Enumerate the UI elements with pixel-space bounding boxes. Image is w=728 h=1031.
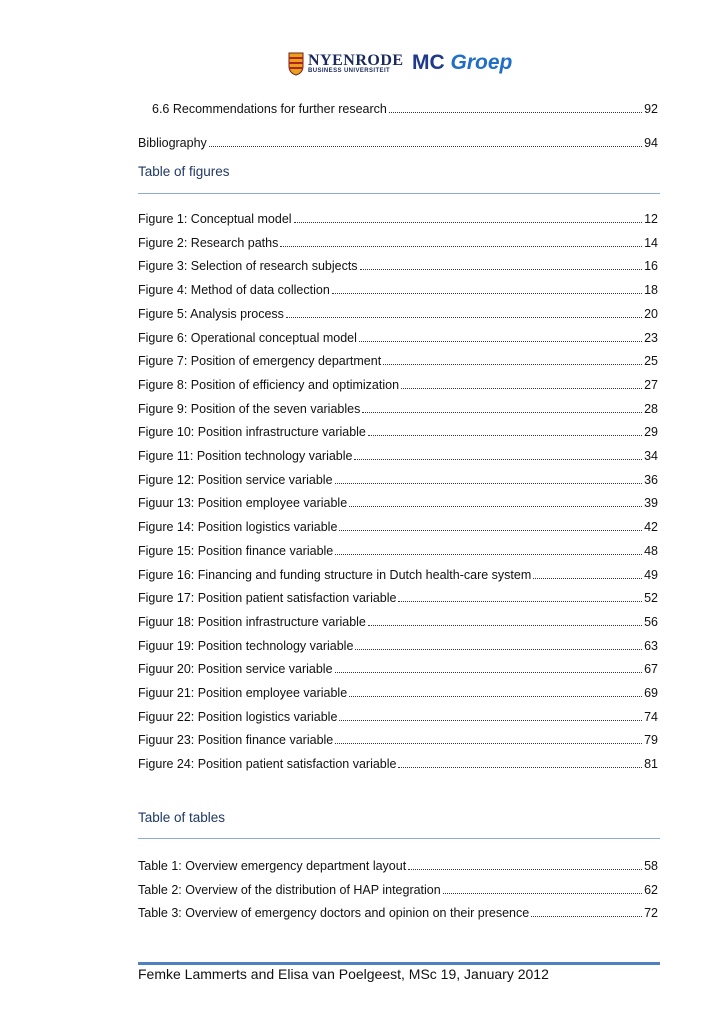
toc-entry-label: Bibliography xyxy=(138,136,207,150)
toc-entry-label: Figure 11: Position technology variable xyxy=(138,449,353,463)
toc-entry-label: Table 3: Overview of emergency doctors and opinion on their presence xyxy=(138,906,530,920)
nyenrode-logo-subtitle: BUSINESS UNIVERSITEIT xyxy=(308,68,391,74)
mc-logo-part1: MC xyxy=(412,51,445,74)
toc-entry-label: Table 2: Overview of the distribution of HAP integration xyxy=(138,882,441,897)
heading-rule xyxy=(138,193,660,194)
nyenrode-logo xyxy=(288,52,408,78)
dot-leader xyxy=(362,412,642,413)
dot-leader xyxy=(349,506,642,507)
dot-leader xyxy=(332,293,642,294)
toc-entry-page: 14 xyxy=(644,235,658,250)
toc-entry-label: Figure 15: Position finance variable xyxy=(138,543,334,558)
nyenrode-shield-icon xyxy=(288,52,304,76)
toc-entry-page: 49 xyxy=(644,567,658,582)
toc-entry[interactable] xyxy=(138,709,658,725)
toc-entry[interactable] xyxy=(138,353,658,369)
toc-entry-page: 34 xyxy=(644,449,658,463)
dot-leader xyxy=(398,601,642,602)
dot-leader xyxy=(209,146,642,147)
toc-entry-page: 20 xyxy=(644,306,658,321)
toc-entry-page: 29 xyxy=(644,425,658,440)
toc-entry[interactable] xyxy=(138,882,658,898)
dot-leader xyxy=(408,869,642,870)
toc-entry[interactable] xyxy=(138,258,658,274)
dot-leader xyxy=(335,743,642,744)
toc-entry[interactable] xyxy=(138,424,658,440)
toc-entry[interactable] xyxy=(138,330,658,346)
toc-entry-page: 67 xyxy=(644,662,658,677)
toc-entry[interactable] xyxy=(138,756,658,772)
toc-entry-label: 6.6 Recommendations for further research xyxy=(152,102,387,116)
toc-entry-page: 28 xyxy=(644,401,658,416)
toc-entry-page: 94 xyxy=(644,136,658,150)
dot-leader xyxy=(531,916,642,917)
dot-leader xyxy=(294,222,643,223)
toc-entry[interactable] xyxy=(138,472,658,488)
toc-entry[interactable] xyxy=(138,235,658,251)
toc-entry-page: 16 xyxy=(644,259,658,274)
toc-entry-page: 39 xyxy=(644,496,658,511)
toc-entry-page: 81 xyxy=(644,757,658,772)
toc-entry-label: Figuur 18: Position infrastructure variable xyxy=(138,614,366,629)
toc-entry[interactable] xyxy=(138,732,658,748)
toc-entry-label: Figure 7: Position of emergency department xyxy=(138,354,382,369)
toc-entry-page: 62 xyxy=(644,882,658,897)
toc-entry-label: Figuur 19: Position technology variable xyxy=(138,638,354,653)
toc-entry[interactable] xyxy=(138,543,658,559)
mc-logo-part2: Groep xyxy=(450,51,513,74)
dot-leader xyxy=(355,649,642,650)
toc-entry-label: Figure 4: Method of data collection xyxy=(138,283,330,298)
toc-entry-page: 27 xyxy=(644,377,658,392)
tables-heading: Table of tables xyxy=(138,810,226,825)
toc-entry-page: 48 xyxy=(644,543,658,558)
toc-entry-label: Figure 5: Analysis process xyxy=(138,306,284,321)
toc-entry[interactable] xyxy=(138,282,658,298)
toc-entry[interactable] xyxy=(138,448,658,464)
toc-entry-page: 36 xyxy=(644,472,658,487)
toc-entry-label: Figuur 22: Position logistics variable xyxy=(138,709,338,724)
toc-entry-page: 25 xyxy=(644,354,658,369)
dot-leader xyxy=(360,269,643,270)
toc-entry[interactable] xyxy=(138,377,658,393)
toc-entry-label: Figure 8: Position of efficiency and optimization xyxy=(138,377,400,392)
toc-entry[interactable] xyxy=(138,685,658,701)
toc-entry-label: Figure 6: Operational conceptual model xyxy=(138,330,357,345)
toc-entry-label: Figure 17: Position patient satisfaction variable xyxy=(138,591,397,606)
heading-rule xyxy=(138,838,660,839)
toc-entry[interactable] xyxy=(152,101,658,117)
dot-leader xyxy=(349,696,642,697)
dot-leader xyxy=(533,578,642,579)
dot-leader xyxy=(368,625,642,626)
toc-entry[interactable] xyxy=(138,519,658,535)
toc-entry[interactable] xyxy=(138,590,658,606)
figures-heading: Table of figures xyxy=(138,164,230,179)
toc-entry-page: 23 xyxy=(644,330,658,345)
toc-entry-label: Figure 9: Position of the seven variables xyxy=(138,401,361,416)
toc-entry-label: Figuur 23: Position finance variable xyxy=(138,733,334,748)
toc-entry-page: 12 xyxy=(644,212,658,226)
toc-entry-page: 58 xyxy=(644,859,658,873)
page-footer: Femke Lammerts and Elisa van Poelgeest, MSc 19, January 2012 xyxy=(138,966,549,982)
toc-entry[interactable] xyxy=(138,211,658,227)
toc-entry-label: Figure 2: Research paths xyxy=(138,235,279,250)
toc-entry-label: Figure 14: Position logistics variable xyxy=(138,520,338,535)
dot-leader xyxy=(443,893,642,894)
nyenrode-logo-name: NYENRODE xyxy=(308,52,404,69)
toc-entry-label: Figure 12: Position service variable xyxy=(138,472,333,487)
dot-leader xyxy=(280,246,642,247)
dot-leader xyxy=(383,364,642,365)
toc-entry-label: Figure 16: Financing and funding structure in Dutch health-care system xyxy=(138,567,532,582)
toc-entry-label: Figuur 21: Position employee variable xyxy=(138,686,348,700)
dot-leader xyxy=(286,317,642,318)
toc-entry-page: 72 xyxy=(644,906,658,920)
dot-leader xyxy=(354,459,642,460)
dot-leader xyxy=(389,112,642,113)
toc-entry-label: Figuur 13: Position employee variable xyxy=(138,496,348,511)
toc-entry-page: 52 xyxy=(644,591,658,606)
toc-entry-page: 79 xyxy=(644,733,658,748)
toc-entry-page: 63 xyxy=(644,638,658,653)
toc-entry-page: 56 xyxy=(644,614,658,629)
mc-groep-logo xyxy=(412,51,512,75)
toc-entry-label: Figuur 20: Position service variable xyxy=(138,662,333,677)
dot-leader xyxy=(335,672,643,673)
toc-entry[interactable] xyxy=(138,614,658,630)
dot-leader xyxy=(339,530,642,531)
footer-rule xyxy=(138,962,660,965)
dot-leader xyxy=(335,554,642,555)
toc-entry-label: Figure 10: Position infrastructure variable xyxy=(138,425,366,440)
toc-entry-page: 92 xyxy=(644,102,658,116)
toc-entry-label: Figure 24: Position patient satisfaction variable xyxy=(138,757,397,772)
toc-entry[interactable] xyxy=(138,495,658,511)
toc-entry-page: 74 xyxy=(644,709,658,724)
toc-entry[interactable] xyxy=(138,306,658,322)
toc-entry[interactable] xyxy=(138,567,658,583)
dot-leader xyxy=(359,341,642,342)
toc-entry[interactable] xyxy=(138,905,658,921)
toc-entry-label: Figure 1: Conceptual model xyxy=(138,212,292,226)
toc-entry[interactable] xyxy=(138,638,658,654)
dot-leader xyxy=(368,435,642,436)
toc-entry-page: 69 xyxy=(644,686,658,700)
toc-entry-page: 18 xyxy=(644,283,658,298)
toc-entry-label: Table 1: Overview emergency department layout xyxy=(138,859,407,873)
dot-leader xyxy=(401,388,642,389)
toc-entry-page: 42 xyxy=(644,520,658,535)
toc-entry[interactable] xyxy=(138,401,658,417)
toc-entry[interactable] xyxy=(138,661,658,677)
header-logos xyxy=(0,44,728,84)
dot-leader xyxy=(339,720,642,721)
dot-leader xyxy=(335,483,643,484)
dot-leader xyxy=(398,767,642,768)
toc-entry-label: Figure 3: Selection of research subjects xyxy=(138,259,358,274)
toc-entry[interactable] xyxy=(138,858,658,874)
toc-entry[interactable] xyxy=(138,135,658,151)
